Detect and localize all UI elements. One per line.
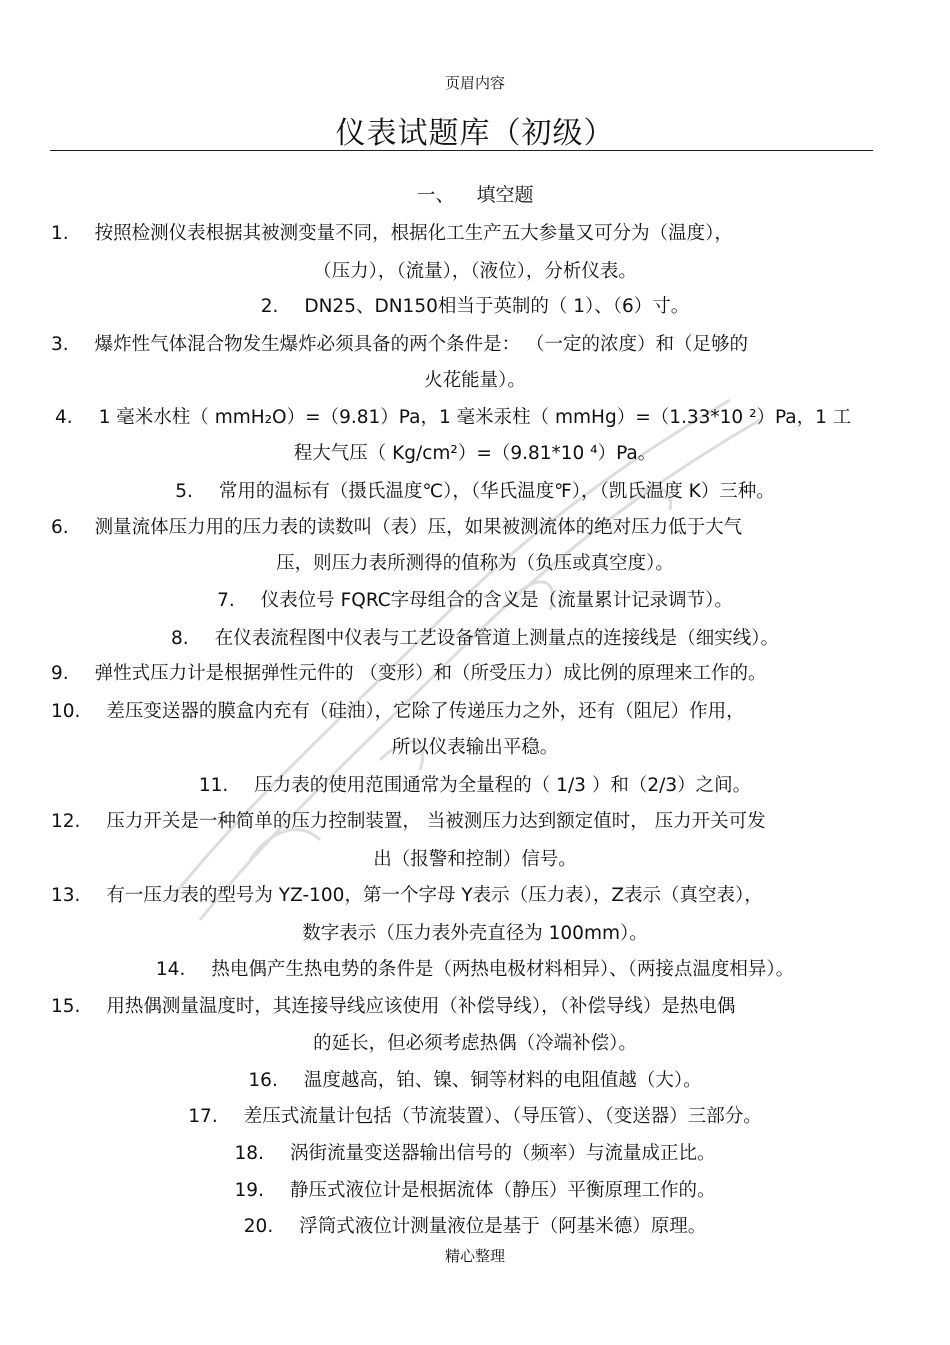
question-line-19 [0,1176,950,1202]
question-line-5 [0,477,950,503]
question-line-11 [0,771,950,797]
question-text: 有一压力表的型号为 YZ-100，第一个字母 Y表示（压力表），Z表示（真空表）， [106,885,763,906]
question-number: 17. [188,1106,218,1127]
section-heading [0,180,950,207]
question-text: 的延长，但必须考虑热偶（冷端补偿）。 [313,1033,637,1054]
question-number: 3. [51,334,69,355]
question-number: 20. [243,1216,274,1237]
question-text: 数字表示（压力表外壳直径为 100mm）。 [302,923,648,944]
question-text: 测量流体压力用的压力表的读数叫（表）压，如果被测流体的绝对压力低于大气 [94,517,743,538]
question-number: 14. [155,959,186,980]
question-line-17 [0,1102,950,1128]
section-number: 一、 [416,184,455,206]
question-text: 程大气压（ Kg/cm²）=（9.81*10 ⁴）Pa。 [293,443,657,464]
question-text: 静压式液位计是根据流体（静压）平衡原理工作的。 [289,1180,716,1201]
question-number: 9. [51,663,69,684]
question-text: 按照检测仪表根据其被测变量不同，根据化工生产五大参量又可分为（温度）， [94,223,733,244]
page-title: 仪表试题库（初级） [335,116,615,151]
question-text: 涡街流量变送器输出信号的（频率）与流量成正比。 [289,1143,716,1164]
question-number: 19. [234,1180,264,1201]
question-line-6 [51,513,742,539]
question-text: （压力），（流量），（液位），分析仪表。 [313,261,637,282]
question-text: 压力开关是一种简单的压力控制装置， 当被测压力达到额定值时， 压力开关可发 [106,811,766,832]
question-line-12-cont [0,845,950,871]
question-number: 8. [171,628,189,649]
question-line-7 [0,586,950,612]
question-text: 浮筒式液位计测量液位是基于（阿基米德）原理。 [299,1216,707,1237]
question-number: 2. [260,296,279,317]
question-text: 用热偶测量温度时，其连接导线应该使用（补偿导线），（补偿导线）是热电偶 [106,996,736,1017]
question-line-1 [51,219,733,245]
question-number: 1. [51,223,69,244]
question-number: 5. [175,481,193,502]
title-divider [50,150,873,151]
question-line-3-cont [0,366,950,392]
question-line-13-cont [0,919,950,945]
question-text: 所以仪表输出平稳。 [391,737,559,758]
question-number: 6. [51,517,69,538]
question-number: 4. [55,407,73,428]
question-number: 16. [248,1070,278,1091]
question-line-8 [0,624,950,650]
question-line-14 [0,955,950,981]
question-line-15 [51,992,735,1018]
question-text: 压力表的使用范围通常为全量程的（ 1/3 ）和（2/3）之间。 [254,775,752,796]
page-header: 页眉内容 [444,74,505,92]
question-line-12 [51,807,766,833]
question-text: 温度越高，铂、镍、铜等材料的电阻值越（大）。 [303,1070,702,1091]
question-number: 13. [51,885,81,906]
question-text: 在仪表流程图中仪表与工艺设备管道上测量点的连接线是（细实线）。 [214,628,779,649]
question-line-13 [51,881,763,907]
question-line-4 [55,403,851,429]
question-text: 仪表位号 FQRC字母组合的含义是（流量累计记录调节）。 [260,590,733,611]
question-number: 10. [51,701,81,722]
question-text: 爆炸性气体混合物发生爆炸必须具备的两个条件是： （一定的浓度）和（足够的 [94,334,749,355]
question-line-10 [51,697,745,723]
question-text: 1 毫米水柱（ mmH₂O）=（9.81）Pa，1 毫米汞柱（ mmHg）=（1.33*10 ²）Pa，1 工 [98,407,852,428]
question-text: 差压变送器的膜盒内充有（硅油），它除了传递压力之外，还有（阻尼）作用， [106,701,745,722]
question-line-9 [51,659,767,685]
question-text: 常用的温标有（摄氏温度℃），（华氏温度℉），（凯氏温度 K）三种。 [218,481,775,502]
section-label: 填空题 [476,184,534,206]
question-line-20 [0,1212,950,1238]
question-number: 11. [198,775,229,796]
question-line-4-cont [0,439,950,465]
question-text: 热电偶产生热电势的条件是（两热电极材料相异）、（两接点温度相异）。 [211,959,795,980]
question-line-6-cont [0,549,950,575]
question-number: 15. [51,996,81,1017]
question-text: 弹性式压力计是根据弹性元件的 （变形）和（所受压力）成比例的原理来工作的。 [94,663,767,684]
question-line-10-cont [0,733,950,759]
question-line-3 [51,330,748,356]
question-text: 出（报警和控制）信号。 [373,849,577,870]
question-text: 差压式流量计包括（节流装置）、（导压管）、（变送器）三部分。 [243,1106,762,1127]
page-footer: 精心整理 [444,1247,505,1265]
question-line-15-cont [0,1029,950,1055]
question-text: DN25、DN150相当于英制的（ 1）、（6）寸。 [304,296,690,317]
question-number: 7. [217,590,235,611]
question-text: 火花能量）。 [424,370,526,391]
question-line-18 [0,1139,950,1165]
question-line-2 [0,292,950,318]
question-number: 12. [51,811,81,832]
question-line-16 [0,1066,950,1092]
question-number: 18. [234,1143,264,1164]
question-text: 压，则压力表所测得的值称为（负压或真空度）。 [276,553,674,574]
question-line-1-cont [0,257,950,283]
